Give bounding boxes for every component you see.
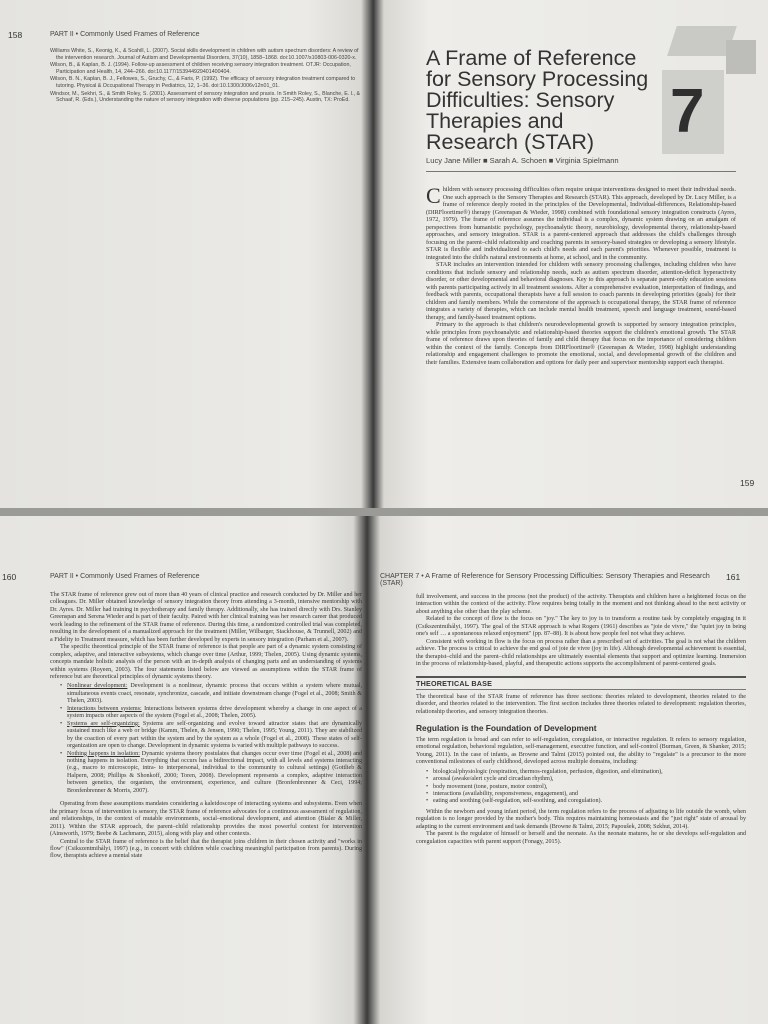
page-body-text (50, 592, 362, 861)
paragraph: The theoretical base of the STAR frame of reference has three sections: theories related to development, theories related to the disorder, and theories related to the intervention. The first section includes three theories related to development: regulation theories, relationship theories, and sensory integration theories. (416, 693, 746, 715)
title-rule (426, 171, 736, 172)
reference-entry: Wilson, B. N., Kaplan, B. J., Fellowes, S., Gruchy, C., & Faris, P. (1992). The efficacy of sensory integration treatment compared to tutoring. Physical & Occupational Therapy in Pediatrics, 12, 1–36. doi:10.1300/J006v12n01_01. (50, 76, 356, 89)
bottom-book-spread (0, 516, 768, 1024)
list-item: • arousal (awake/alert cycle and circadian rhythm), (426, 776, 746, 783)
reference-entry: Windsor, M., Sekhri, S., & Smith Roley, S. (2001). Assessment of sensory integration and praxis. In Smith Roley, S., Blanche, E. I., & Schaaf, R. (Eds.), Understanding the nature of sensory integration with diverse populations (pp. 215–245). Austin, TX: ProEd. (50, 90, 361, 104)
paragraph: The term regulation is broad and can refer to self-regulation, coregulation, or interactive regulation. It refers to sensory regulation, emotional regulation, behavioral regulation, self-management, executive function, and self-control (Burman, Green, & Shanker, 2015; Young, 2011). In the case of infants, as Browne and Talmi (2015) pointed out, the ability to "regulate" is a precursor to the more conventional milestones of early childhood, developed across multiple domains, including: (416, 736, 746, 766)
list-item: • Nonlinear development: Development is a nonlinear, dynamic process that occurs within a system where mutual, simultaneous events coact, resonate, synchronize, cascade, and initiate downstream change (Fogel et al., 2008; Smith & Thelen, 2003). (60, 683, 362, 705)
paragraph: The specific theoretical principle of the STAR frame of reference is that people are part of a dynamic system consisting of complex, adaptive, and interactive subsystems, which change over time (Arthur, 1999; Thelen, 2005). Using dynamic systems, concepts mandate holistic analysis of the person with an in-depth analysis of changing parts and an understanding of systems within systems (Royeen, 2003). The four statements listed below are viewed as assumptions within the STAR frame of reference but are theoretical principles of dynamic systems theory. (50, 644, 362, 680)
page-number: 160 (2, 572, 17, 582)
chapter-number: 7 (670, 77, 705, 146)
drop-cap: C (426, 183, 441, 208)
running-head: CHAPTER 7 • A Frame of Reference for Sensory Processing Difficulties: Sensory Therapies and Research (STAR) (380, 573, 710, 587)
chapter-intro-text (426, 183, 736, 366)
page-body-text (416, 594, 746, 846)
chapter-title: A Frame of Reference for Sensory Processing Difficulties: Sensory Therapies and Research (STAR) (426, 46, 649, 154)
reference-entry: Williams White, S., Keonig, K., & Scahill, L. (2007). Social skills development in children with autism spectrum disorders: A review of the intervention research. Journal of Autism and Developmental Disorders, 37(10), 1858–1868. doi:10.1007/s10803-006-0320-x. (50, 48, 359, 61)
page-number: 161 (726, 572, 741, 582)
chapter-authors: Lucy Jane Miller ■ Sarah A. Schoen ■ Virginia Spielmann (426, 156, 619, 165)
paragraph: Operating from these assumptions mandates considering a kaleidoscope of interacting systems and subsystems. Even when the primary focus of intervention is sensory, the STAR frame of reference advocates for a continuous assessment of regulation, and relationships, in the context of mutable environments, social–emotional development, and attention (Bialer & Miller, 2011). Within the STAR approach, the parent–child relationship provides the most powerful context for intervention (Ainsworth, 1979; Beebe & Lachmann, 2015), along with play and other contexts. (50, 801, 362, 838)
paragraph: Within the newborn and young infant period, the term regulation refers to the process of adjusting to life outside the womb, when regulation is no longer provided by the mother's body. This requires maintaining homeostasis and the "just right" state of arousal by adapting to the current environment and task demands (Browne & Talmi, 2015; Papoušek, 2008; Szkhut, 2014). (416, 808, 746, 830)
running-head: PART II • Commonly Used Frames of Reference (50, 573, 200, 580)
list-item: • body movement (tone, posture, motor control), (426, 784, 746, 791)
chapter-decoration (726, 40, 756, 74)
paragraph: Children with sensory processing difficulties often require unique interventions designed to meet their individual needs. One such approach is the Sensory Therapies and Research (STAR). This approach, developed by Dr. Lucy Miller, is a frame of reference deeply rooted in the principles of the Developmental, Individual-differences, Relationship-based (DIRFloortime®) therapy (Greenspan & Wieder, 1998) combined with foundational sensory integration constructs (Ayres, 1972, 1979). The frame of reference assumes the individual is a complex, dynamic system drawing on an amalgam of perspectives from humanistic psychology, psychoanalytic theory, neurobiology, developmental theory, relationship-based approaches, and sensory integration. STAR is a parent-centered approach that addresses the child's challenges through focusing on the parent–child relationship and coaching parents in sensory-based strategies or developing a sensory lifestyle. STAR is flexible and individualized to each child's needs and each parent's priorities. Whenever possible, treatment is integrated into the child's natural environments at home, at school, and in the community. (426, 183, 736, 261)
list-item: • Interactions between systems: Interactions between systems drive development whereby a change in one aspect of a system impacts other aspects of the system (Fogel et al., 2008; Thelen, 2005). (60, 706, 362, 721)
paragraph: Primary to the approach is that children's neurodevelopmental growth is supported by sensory integration principles, while principles from psychoanalytic and relationship-based theories support the children's emotional growth. The STAR frame of reference draws upon theories of family and child therapy that focus on the importance of considering children within the context of the family. Concepts from DIRFloortime® (Greenspan & Wieder, 1998) highlight understanding relationship and engagement challenges to promote the emotional, social, and developmental growth of the children and their families. Extensive team collaboration and options for daily peer and supervisor mentorship support each therapist. (426, 321, 736, 366)
reference-list (50, 48, 362, 105)
page-number: 159 (740, 478, 755, 488)
page-158 (0, 0, 368, 508)
list-item: • Nothing happens in isolation: Dynamic systems theory postulates that changes occur over time (Fogel et al., 2008) and nothing happens in isolation. Everything that occurs has a bidirectional impact, with all levels and systems interacting (e.g., macro to microscopic, intra- to interpersonal, individual to the community to cultural settings) (Gottlieb & Halpern, 2008; Phillips & Shonkoff, 2000; Toren, 2008). Development represents a complex, adaptive interaction between genetics, the organism, the environment, experience, and culture (Bronfenbrenner & Ceci, 1994; Bronfenbrenner & Morris, 2007). (60, 751, 362, 796)
paragraph: The STAR frame of reference grew out of more than 40 years of clinical practice and research conducted by Dr. Miller and her colleagues. Dr. Miller obtained knowledge of sensory integration theory from attending a 3-month, intensive mentorship with Dr. Ayres. Dr. Miller had training in psychotherapy and family therapy. Additionally, she has trained directly with Drs. Stanley Greenspan and Serena Wieder and is part of their faculty. Paired with her clinical training was her research career that produced work leading to the refinement of the STAR frame of reference. During this time, a randomized controlled trial was completed, resulting in the development of a manualized approach for the treatment (Miller, Wilbarger, Stackhouse, & Trunnell, 2002) and a Fidelity to Treatment measure, which has been further developed by experts in sensory integration (Parham et al., 2007). (50, 592, 362, 643)
paragraph: full involvement, and success in the process (not the product) of the activity. Therapists and children have a heightened focus on the interaction within the context of the activity. Flow requires being totally in the moment and not thinking ahead to the next activity or about anything else other than the play scheme. (416, 594, 746, 615)
chapter-number-badge (662, 70, 724, 154)
page-160 (0, 516, 368, 1024)
subsection-heading: Regulation is the Foundation of Development (416, 723, 597, 734)
paragraph: Central to the STAR frame of reference is the belief that the therapist joins children in their chosen activity and "works in flow" (Csikszentmihályi, 1997) (e.g., in concert with children while coaching meaningful participation from parents). During flow, therapists achieve a mental state (50, 838, 362, 860)
reference-entry: Wilson, B., & Kaplan, B. J. (1994). Follow-up assessment of children receiving sensory integration treatment. OTJR: Occupation, Participation and Health, 14, 244–266. doi:10.1177/153944929401400404. (50, 62, 351, 75)
assumption-list (50, 683, 362, 795)
paragraph: The parent is the regulator of himself or herself and the neonate. As the neonate matures, he or she develops self-regulation and coregulation capacities with parent support (Fonagy, 2015). (416, 831, 746, 845)
running-head: PART II • Commonly Used Frames of Reference (50, 31, 200, 38)
list-item: • biological/physiologic (respiration, thermos-regulation, perfusion, digestion, and elimination), (426, 769, 746, 776)
paragraph: STAR includes an intervention intended for children with sensory processing challenges, including children who have conditions that include sensory and relationship needs, such as autism spectrum disorder, attention-deficit hyperactivity disorder, or other developmental and behavioral diagnoses. Key to this approach is separate parent-only education sessions with parents participating actively in all treatment sessions. After a comprehensive evaluation, interpretation of findings, and feedback with parents, occupational therapists have a full session to coach parents in developing priorities (goals) for their children and family members. While the cornerstone of the approach is occupational therapy, the STAR frame of reference integrates a variety of therapies, which can include mental health treatment, speech and language treatment, sound-based therapy, and family-based treatment options. (426, 261, 736, 321)
page-number: 158 (8, 30, 23, 40)
page-159 (380, 0, 768, 508)
list-item: • eating and soothing (self-regulation, self-soothing, and coregulation). (426, 798, 746, 805)
regulation-domain-list (416, 769, 746, 806)
list-item: • interactions (availability, responsiveness, engagement), and (426, 791, 746, 798)
top-book-spread (0, 0, 768, 508)
list-item: • Systems are self-organizing: Systems are self-organizing and evolve toward attractor states that are dynamically sustained much like a web or bridge (Kamm, Thelen, & Jensen, 1990; Thelen, 1995; Young, 2011). They are stabilized by the coaction of every part within the system and by the system as a whole (Fogel et al., 2008). These states of self-organization are open to change. Development in dynamic systems is varied with multiple pathways to success. (60, 721, 362, 751)
section-heading: THEORETICAL BASE (416, 676, 746, 690)
paragraph: Related to the concept of flow is the focus on "joy." The key to joy is to transform a routine task by completely engaging in it (Csikszentmihályi, 1997). The goal of the STAR approach is what Rogers (1961) describes as "joie de vivre," the "quiet joy in being one's self … a spontaneous relaxed enjoyment" (pp. 87–88). It is about how people feel not what they achieve. (416, 616, 746, 638)
paragraph: Consistent with working in flow is the focus on process rather than a prescribed set of activities. The goal is not what the children achieve. The process is critical to achieve the end goal of joie de vivre (joy in life). Although developmental achievement is essential, the therapist–child and the parent–child relationships are ultimately essential elements that support and optimize learning. Immersion in the process of relationship-based, playful, and therapeutic actions supports the accomplishment of parent-centered goals. (416, 638, 746, 668)
page-161 (380, 516, 768, 1024)
